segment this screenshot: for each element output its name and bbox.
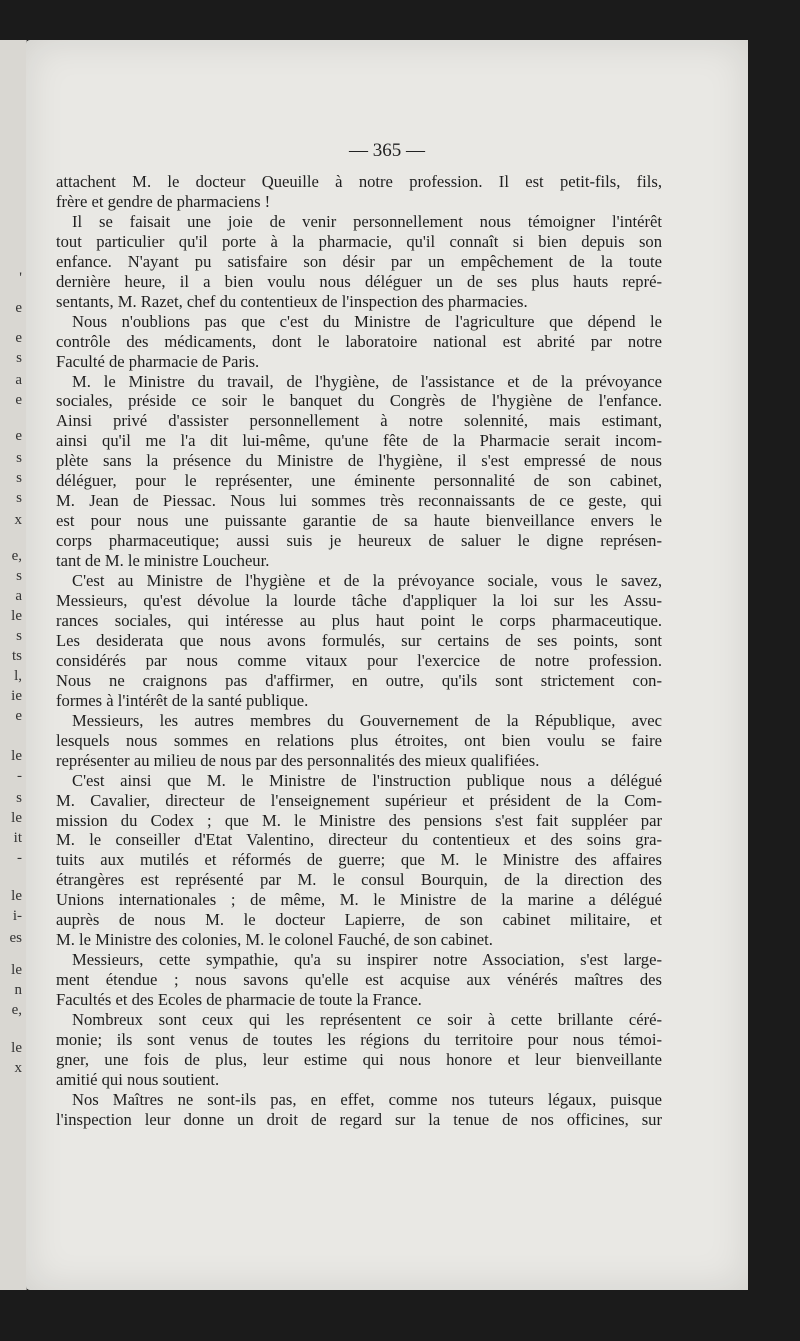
prev-page-fragment: e, xyxy=(11,548,22,564)
text-line: monie; ils sont venus de toutes les régions du territoire pour nous témoi- xyxy=(56,1029,662,1049)
prev-page-fragment: le xyxy=(11,608,22,624)
text-line: C'est au Ministre de l'hygiène et de la prévoyance sociale, vous le savez, xyxy=(72,571,662,591)
prev-page-fragment: le xyxy=(11,810,22,826)
prev-page-fragment: x xyxy=(14,1060,22,1076)
text-line: M. Jean de Piessac. Nous lui sommes très reconnaissants de ce geste, qui xyxy=(56,491,662,511)
text-line: mission du Codex ; que M. le Ministre des pensions s'est fait suppléer par xyxy=(56,810,662,830)
prev-page-fragment: l, xyxy=(14,668,22,684)
prev-page-fragment: it xyxy=(13,830,22,846)
text-line: enfance. N'ayant pu satisfaire son désir par un empêchement de la toute xyxy=(56,251,662,271)
text-line: ainsi qu'il me l'a dit lui-même, qu'une fête de la Pharmacie serait incom- xyxy=(56,431,662,451)
prev-page-fragment: ' xyxy=(19,270,22,286)
text-line: considérés par nous comme vitaux pour l'exercice de notre profession. xyxy=(56,650,662,670)
text-line: lesquels nous sommes en relations plus étroites, ont bien voulu se faire xyxy=(56,730,662,750)
text-line: tout particulier qu'il porte à la pharmacie, qu'il connaît si bien depuis son xyxy=(56,231,662,251)
text-line: Nos Maîtres ne sont-ils pas, en effet, comme nos tuteurs légaux, puisque xyxy=(72,1089,662,1109)
prev-page-fragment: le xyxy=(11,888,22,904)
prev-page-fragment: s xyxy=(16,450,22,466)
body-text xyxy=(56,172,662,1130)
text-line: tuits aux mutilés et réformés de guerre; que M. le Ministre des affaires xyxy=(56,850,662,870)
text-line: ment étendue ; nous savons qu'elle est acquise aux vénérés maîtres des xyxy=(56,970,662,990)
prev-page-fragment: n xyxy=(14,982,22,998)
prev-page-fragment: e xyxy=(15,392,22,408)
text-line: Unions internationales ; de même, M. le Ministre de la marine a délégué xyxy=(56,890,662,910)
prev-page-fragment: es xyxy=(9,930,22,946)
prev-page-fragment: le xyxy=(11,748,22,764)
text-line: corps pharmaceutique; aussi suis je heureux de saluer le digne représen- xyxy=(56,531,662,551)
text-line: Nous n'oublions pas que c'est du Ministre de l'agriculture que dépend le xyxy=(72,311,662,331)
text-line: Messieurs, qu'est dévolue la lourde tâche d'appliquer la loi sur les Assu- xyxy=(56,591,662,611)
text-line: Nombreux sont ceux qui les représentent ce soir à cette brillante céré- xyxy=(72,1010,662,1030)
text-line: Il se faisait une joie de venir personnellement nous témoigner l'intérêt xyxy=(72,211,662,231)
prev-page-fragment: e xyxy=(15,300,22,316)
text-line: étrangères est représenté par M. le consul Bourquin, de la direction des xyxy=(56,870,662,890)
prev-page-fragment: ie xyxy=(11,688,22,704)
prev-page-fragment: s xyxy=(16,470,22,486)
prev-page-fragment: - xyxy=(17,768,22,784)
previous-page-edge xyxy=(0,40,27,1290)
text-line: est pour nous une puissante garantie de sa haute bienveillance envers le xyxy=(56,511,662,531)
text-line: amitié qui nous soutient. xyxy=(56,1069,220,1089)
text-line: dernière heure, il a bien voulu nous déléguer un de ses plus hauts repré- xyxy=(56,271,662,291)
text-line: attachent M. le docteur Queuille à notre profession. Il est petit-fils, fils, xyxy=(56,172,662,191)
prev-page-fragment: e, xyxy=(11,1002,22,1018)
text-line: l'inspection leur donne un droit de regard sur la tenue de nos officines, sur xyxy=(56,1109,662,1129)
text-line: M. le Ministre du travail, de l'hygiène, de l'assistance et de la prévoyance xyxy=(72,371,662,391)
text-line: représenter au milieu de nous par des personnalités des mieux qualifiées. xyxy=(56,750,540,770)
prev-page-fragment: le xyxy=(11,1040,22,1056)
text-line: C'est ainsi que M. le Ministre de l'instruction publique nous a délégué xyxy=(72,770,662,790)
text-line: contrôle des médicaments, dont le laboratoire national est abrité par notre xyxy=(56,331,662,351)
text-line: formes à l'intérêt de la santé publique. xyxy=(56,690,309,710)
prev-page-fragment: e xyxy=(15,330,22,346)
prev-page-fragment: - xyxy=(17,850,22,866)
prev-page-fragment: ts xyxy=(11,648,22,664)
prev-page-fragment: s xyxy=(16,790,22,806)
text-line: Facultés et des Ecoles de pharmacie de toute la France. xyxy=(56,990,422,1010)
text-line: Nous ne craignons pas d'affirmer, en outre, qu'ils sont strictement con- xyxy=(56,670,662,690)
text-line: plète sans la présence du Ministre de l'hygiène, il s'est empressé de nous xyxy=(56,451,662,471)
document-page xyxy=(26,40,748,1290)
text-line: Messieurs, les autres membres du Gouvernement de la République, avec xyxy=(72,710,662,730)
text-line: déléguer, pour le représenter, une éminente personnalité de son cabinet, xyxy=(56,471,662,491)
text-line: sociales, préside ce soir le banquet du Congrès de l'hygiène de l'enfance. xyxy=(56,391,662,411)
text-line: Messieurs, cette sympathie, qu'a su inspirer notre Association, s'est large- xyxy=(72,950,662,970)
text-line: Ainsi privé d'assister personnellement à notre solennité, mais estimant, xyxy=(56,411,662,431)
prev-page-fragment: s xyxy=(16,628,22,644)
text-line: M. le Ministre des colonies, M. le colonel Fauché, de son cabinet. xyxy=(56,930,493,950)
text-line: M. le conseiller d'Etat Valentino, directeur du contentieux et des soins gra- xyxy=(56,830,662,850)
prev-page-fragment: s xyxy=(16,568,22,584)
prev-page-fragment: s xyxy=(16,490,22,506)
page-number: — 365 — xyxy=(349,140,425,161)
prev-page-fragment: a xyxy=(15,588,22,604)
text-line: Les desiderata que nous avons formulés, sur certains de ses points, sont xyxy=(56,630,662,650)
text-line: tant de M. le ministre Loucheur. xyxy=(56,551,270,571)
prev-page-fragment: x xyxy=(14,512,22,528)
prev-page-fragment: i- xyxy=(12,908,22,924)
text-line: frère et gendre de pharmaciens ! xyxy=(56,191,271,211)
text-line: sentants, M. Razet, chef du contentieux de l'inspection des pharmacies. xyxy=(56,291,528,311)
prev-page-fragment: le xyxy=(11,962,22,978)
prev-page-fragment: s xyxy=(16,350,22,366)
text-line: gner, une fois de plus, leur estime qui nous honore et leur bienveillante xyxy=(56,1049,662,1069)
text-line: auprès de nous M. le docteur Lapierre, de son cabinet militaire, et xyxy=(56,910,662,930)
prev-page-fragment: e xyxy=(15,708,22,724)
text-line: M. Cavalier, directeur de l'enseignement supérieur et président de la Com- xyxy=(56,790,662,810)
text-line: rances sociales, qui intéresse au plus haut point le corps pharmaceutique. xyxy=(56,610,662,630)
prev-page-fragment: a xyxy=(15,372,22,388)
prev-page-fragment: e xyxy=(15,428,22,444)
text-line: Faculté de pharmacie de Paris. xyxy=(56,351,260,371)
